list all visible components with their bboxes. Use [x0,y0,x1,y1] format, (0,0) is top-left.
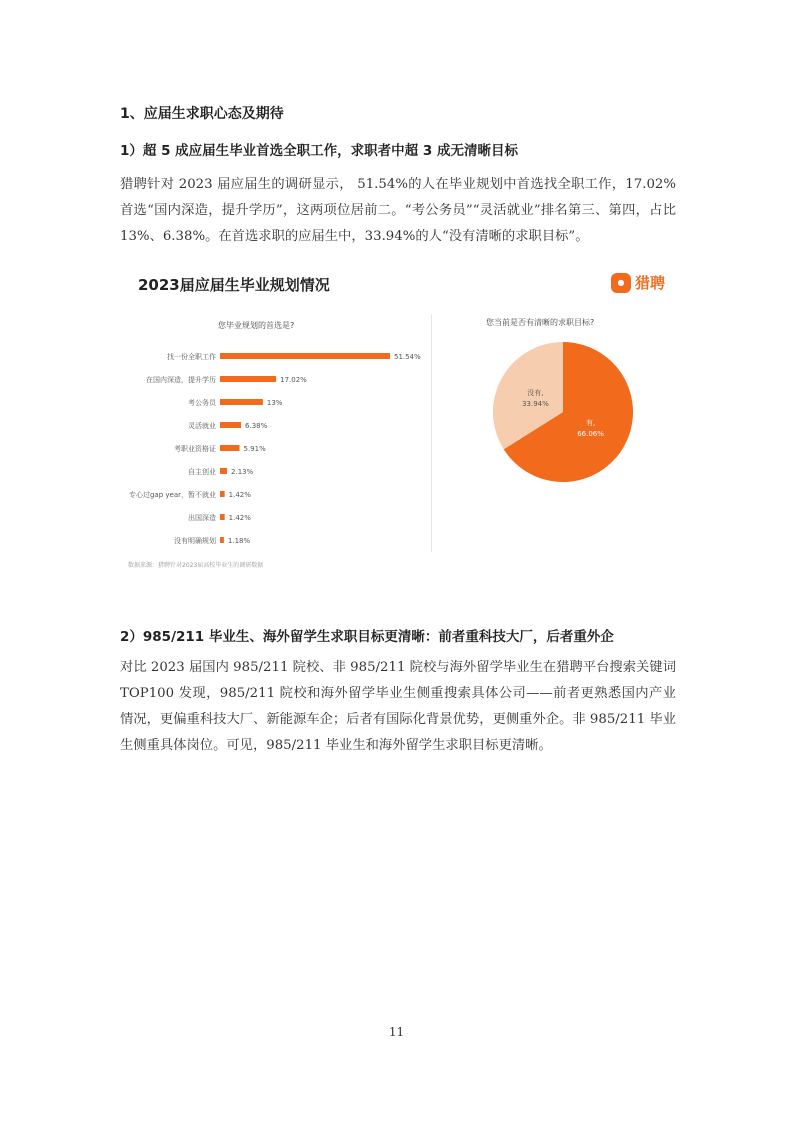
bar-category-label: 考公务员 [188,399,216,407]
bar-category-label: 没有明确规划 [174,537,216,545]
bar-value-label: 1.42% [228,491,251,499]
bar-category-label: 考职业资格证 [174,445,216,453]
figure-title: 2023届应届生毕业规划情况 [138,276,330,294]
pie-label: 有, [585,419,596,428]
bar-chart [118,264,431,564]
bar-value-label: 13% [266,399,283,407]
bar-category-label: 自主创业 [188,468,216,476]
bar [220,399,263,405]
page-number: 11 [388,1025,405,1039]
bar-category-label: 灵活就业 [188,422,216,430]
bar-value-label: 6.38% [245,422,268,430]
bar-value-label: 2.13% [231,468,254,476]
bar-category-label: 找一份全职工作 [167,353,216,361]
paragraph-2: 对比 2023 届国内 985/211 院校、非 985/211 院校与海外留学毕业生在猎聘平台搜索关键词 TOP100 发现，985/211 院校和海外留学毕业生侧重搜索具体公司——前者更熟悉国内产业情况，更偏重科技大厂、新能源车企；后者有国际化背景优势，更侧重外企。非 985/211 毕业生侧重具体岗位。可见，985/211 毕业生和海外留学生求职目标更清晰。 [120,660,676,753]
bar-value-label: 1.42% [228,514,251,522]
paragraph-1: 猎聘针对 2023 届应届生的调研显示， 51.54%的人在毕业规划中首选找全职工作，17.02%首选“国内深造，提升学历”，这两项位居前二。“考公务员”“灵活就业”排名第三、第四，占比 13%、6.38%。在首选求职的应届生中，33.94%的人“没有清晰的求职目标”。 [120,177,676,244]
figure-footnote: 数据来源：猎聘针对2023届高校毕业生的调研数据 [128,562,264,569]
bar [220,353,390,359]
pie-label: 没有, [527,388,544,397]
bar [220,468,227,474]
bar [220,537,224,543]
bar [220,491,225,497]
pie-chart-question: 您当前是否有清晰的求职目标? [486,318,595,327]
bar [220,514,225,520]
bar-value-label: 5.91% [243,445,266,453]
section-heading: 1、应届生求职心态及期待 [120,106,284,122]
subsection-heading-1: 1）超 5 成应届生毕业首选全职工作，求职者中超 3 成无清晰目标 [120,143,518,159]
bar-value-label: 51.54% [394,353,421,361]
subsection-heading-2: 2）985/211 毕业生、海外留学生求职目标更清晰：前者重科技大厂，后者重外企 [120,629,614,645]
figure-graduation-plans [118,264,678,576]
bar-category-label: 在国内深造，提升学历 [146,376,216,384]
bar [220,376,276,382]
bar [220,422,241,428]
pie-chart [438,264,678,564]
bar-value-label: 1.18% [227,537,251,545]
pie-label: 66.06% [577,430,604,439]
bar-chart-question: 您毕业规划的首选是? [218,321,295,330]
pie-label: 33.94% [522,399,549,408]
bar-category-label: 出国深造 [188,514,216,522]
bar [220,445,239,451]
brand-name: 猎聘 [635,274,666,292]
bar-category-label: 专心过gap year，暂不就业 [128,491,216,499]
liepin-logo-icon: ● [611,273,631,293]
bar-value-label: 17.02% [280,376,307,384]
figure-divider [431,314,432,552]
